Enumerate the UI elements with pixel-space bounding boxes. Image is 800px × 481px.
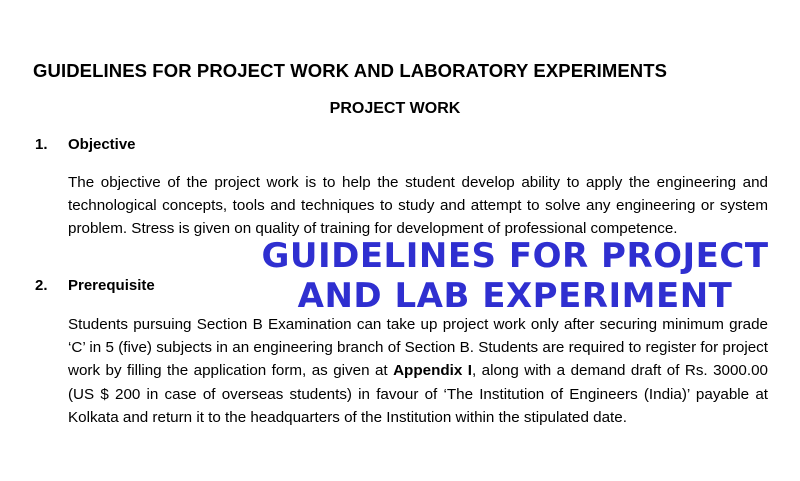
overlay-line-1: GUIDELINES FOR PROJECT [261,236,769,276]
objective-paragraph: The objective of the project work is to help the student develop ability to apply the engineering and technological concepts, tools and techniques to study and attempt to solve any engineering or system problem. Stress is given on quality of training for development of professional competence. [68,174,768,238]
page-title: GUIDELINES FOR PROJECT WORK AND LABORATORY EXPERIMENTS [33,60,668,81]
section-title: PROJECT WORK [329,100,461,117]
prerequisite-text-start: Students pursuing Section B Examination can take up project work only after securing minimum grade ‘C’ in 5 (five) subjects in an engineering branch of Section B. Students are required to register for project work by filling the application form, as given at [68,316,768,380]
overlay-line-2: AND LAB EXPERIMENT [297,276,733,316]
section-number: 2. [35,277,48,294]
prerequisite-paragraph [68,313,768,429]
section-heading-objective: Objective [68,136,136,153]
appendix-reference: Appendix I [393,362,472,380]
overlay-banner [240,236,790,316]
prerequisite-text-end: , along with a demand draft of Rs. 3000.00 (US $ 200 in case of overseas students) in favour of ‘The Institution of Engineers (India)’ payable at Kolkata and return it to the headquarters of the Institution within the stipulated date. [68,362,768,426]
section-number: 1. [35,136,48,153]
section-heading-prerequisite: Prerequisite [68,277,155,294]
